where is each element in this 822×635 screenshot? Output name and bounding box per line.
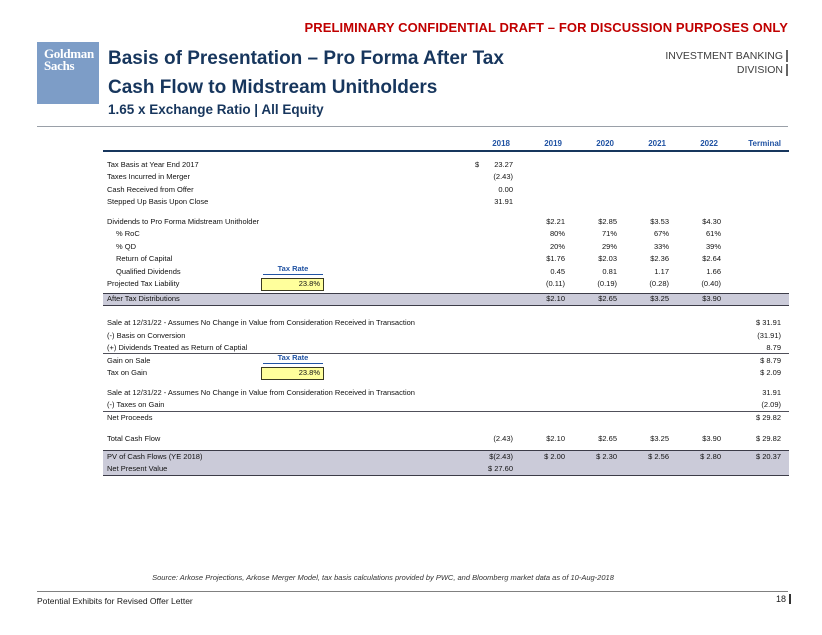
table-row — [103, 317, 789, 330]
goldman-sachs-logo — [37, 42, 99, 104]
table-cell: 61% — [705, 229, 721, 238]
row-label: % RoC — [116, 229, 140, 238]
row-label: Net Present Value — [107, 463, 168, 473]
table-cell: $3.90 — [702, 294, 721, 304]
table-row — [103, 463, 789, 476]
table-cell: (0.40) — [701, 279, 721, 289]
row-label: Tax on Gain — [107, 368, 148, 378]
column-header: Terminal — [748, 139, 781, 148]
table-row — [103, 367, 789, 380]
table-spacer — [103, 424, 789, 432]
table-cell: 23.27 $ — [475, 159, 513, 169]
table-cell: $ 2.56 — [648, 451, 669, 461]
column-header: 2021 — [648, 139, 666, 148]
table-cell: $1.76 — [546, 254, 565, 263]
table-cell: $2.65 — [598, 294, 617, 304]
row-label: Return of Capital — [116, 254, 173, 263]
table-cell: 80% — [549, 229, 565, 238]
row-label: Qualified Dividends — [116, 266, 181, 276]
dollar-sign: $ — [475, 159, 480, 169]
table-cell: 0.81 — [602, 266, 617, 276]
table-cell: $ 2.30 — [596, 451, 617, 461]
table-cell: (2.43) — [493, 172, 513, 181]
table-cell: $3.90 — [702, 433, 721, 443]
table-row — [103, 342, 789, 355]
table-cell: 1.66 — [706, 266, 721, 276]
column-header: 2018 — [492, 139, 510, 148]
row-label: After Tax Distributions — [107, 294, 180, 304]
cash-flow-table — [103, 138, 789, 476]
row-label: Gain on Sale — [107, 355, 151, 365]
table-cell: 33% — [653, 241, 669, 251]
table-cell: $ 8.79 — [760, 355, 781, 365]
table-cell: $2.03 — [598, 254, 617, 263]
table-cell: $ 20.37 — [755, 451, 781, 461]
table-cell: $(2.43) — [489, 451, 513, 461]
table-cell: (2.43) — [493, 433, 513, 443]
table-row — [103, 265, 789, 278]
row-label: Net Proceeds — [107, 413, 153, 422]
table-cell: $ 2.80 — [700, 451, 721, 461]
row-label: (-) Taxes on Gain — [107, 400, 165, 409]
table-cell: 31.91 — [762, 388, 781, 397]
table-cell: $3.25 — [650, 294, 669, 304]
row-label: % QD — [116, 241, 137, 251]
table-cell: $2.64 — [702, 254, 721, 263]
table-cell: 8.79 — [766, 342, 781, 352]
table-cell: $ 2.09 — [760, 368, 781, 378]
table-cell: $ 29.82 — [755, 413, 781, 422]
table-cell: (0.28) — [649, 279, 669, 289]
tax-rate-label: Tax Rate — [263, 354, 323, 364]
page-subtitle: 1.65 x Exchange Ratio | All Equity — [108, 102, 324, 117]
row-label: Total Cash Flow — [107, 433, 161, 443]
table-row — [103, 432, 789, 445]
table-row — [103, 240, 789, 253]
logo-text-line1: Goldman — [44, 46, 94, 61]
table-cell: $ 27.60 — [487, 463, 513, 473]
column-header: 2022 — [700, 139, 718, 148]
table-cell: $4.30 — [702, 216, 721, 226]
table-row — [103, 253, 789, 266]
table-cell: 29% — [601, 241, 617, 251]
table-row — [103, 171, 789, 184]
table-row — [103, 228, 789, 241]
table-cell: (0.11) — [545, 279, 565, 289]
table-spacer — [103, 208, 789, 215]
page-number — [776, 594, 791, 604]
table-row — [103, 196, 789, 209]
row-label: Dividends to Pro Forma Midstream Unitholder — [107, 216, 260, 226]
tax-rate-input: 23.8% — [261, 367, 324, 380]
table-row — [103, 450, 789, 463]
table-body — [103, 152, 789, 476]
tax-rate-label: Tax Rate — [263, 265, 323, 275]
logo-text-line2: Sachs — [44, 58, 75, 73]
table-row — [103, 354, 789, 367]
table-row — [103, 158, 789, 171]
table-cell: $ 29.82 — [755, 433, 781, 443]
table-row — [103, 293, 789, 306]
table-cell: $2.65 — [598, 433, 617, 443]
table-spacer — [103, 306, 789, 317]
row-label: Cash Received from Offer — [107, 184, 194, 194]
table-cell: (2.09) — [761, 400, 781, 409]
table-cell: $2.10 — [546, 433, 565, 443]
table-row — [103, 387, 789, 400]
division-line2: DIVISION — [737, 64, 788, 76]
table-spacer — [103, 380, 789, 387]
table-cell: 20% — [549, 241, 565, 251]
table-cell: 1.17 — [654, 266, 669, 276]
footer-title: Potential Exhibits for Revised Offer Letter — [37, 596, 193, 606]
row-label: Taxes Incurred in Merger — [107, 172, 190, 181]
page-title-line2: Cash Flow to Midstream Unitholders — [108, 77, 438, 98]
page-number-value: 18 — [776, 594, 791, 604]
confidential-banner: PRELIMINARY CONFIDENTIAL DRAFT – FOR DISCUSSION PURPOSES ONLY — [304, 20, 788, 35]
table-row — [103, 183, 789, 196]
table-header-row — [103, 138, 789, 152]
table-cell: 31.91 — [494, 197, 513, 206]
table-cell: 0.45 — [550, 266, 565, 276]
table-cell: $3.53 — [650, 216, 669, 226]
row-label: PV of Cash Flows (YE 2018) — [107, 451, 203, 461]
row-label: Stepped Up Basis Upon Close — [107, 197, 209, 206]
table-cell: $ 31.91 — [755, 318, 781, 327]
table-cell: 0.00 — [498, 184, 513, 194]
column-header: 2019 — [544, 139, 562, 148]
table-cell: $ 2.00 — [544, 451, 565, 461]
source-note: Source: Arkose Projections, Arkose Merger Model, tax basis calculations provided by PWC, and Bloomberg market data as of 10-Aug-2018 — [152, 573, 614, 582]
row-label: (-) Basis on Conversion — [107, 330, 186, 340]
table-cell: 71% — [601, 229, 617, 238]
division-line1: INVESTMENT BANKING — [665, 50, 788, 62]
table-row — [103, 412, 789, 425]
table-row — [103, 329, 789, 342]
table-cell: $2.21 — [546, 216, 565, 226]
table-row — [103, 278, 789, 291]
table-cell: 39% — [705, 241, 721, 251]
header-rule — [37, 126, 788, 127]
row-label: (+) Dividends Treated as Return of Captial — [107, 342, 248, 352]
row-label: Projected Tax Liability — [107, 279, 180, 289]
table-cell: (0.19) — [597, 279, 617, 289]
table-cell: 67% — [653, 229, 669, 238]
division-label — [665, 49, 788, 77]
table-cell: $3.25 — [650, 433, 669, 443]
table-cell: $2.36 — [650, 254, 669, 263]
table-row — [103, 399, 789, 412]
table-cell: $2.85 — [598, 216, 617, 226]
table-cell: (31.91) — [757, 330, 781, 340]
page-title — [108, 44, 504, 102]
row-label: Sale at 12/31/22 - Assumes No Change in Value from Consideration Received in Transaction — [107, 318, 415, 327]
tax-rate-input: 23.8% — [261, 278, 324, 291]
table-row — [103, 215, 789, 228]
table-cell: $2.10 — [546, 294, 565, 304]
row-label: Sale at 12/31/22 - Assumes No Change in Value from Consideration Received in Transaction — [107, 388, 415, 397]
column-header: 2020 — [596, 139, 614, 148]
row-label: Tax Basis at Year End 2017 — [107, 159, 199, 169]
page-title-line1: Basis of Presentation – Pro Forma After Tax — [108, 48, 504, 69]
footer-rule — [37, 591, 788, 592]
